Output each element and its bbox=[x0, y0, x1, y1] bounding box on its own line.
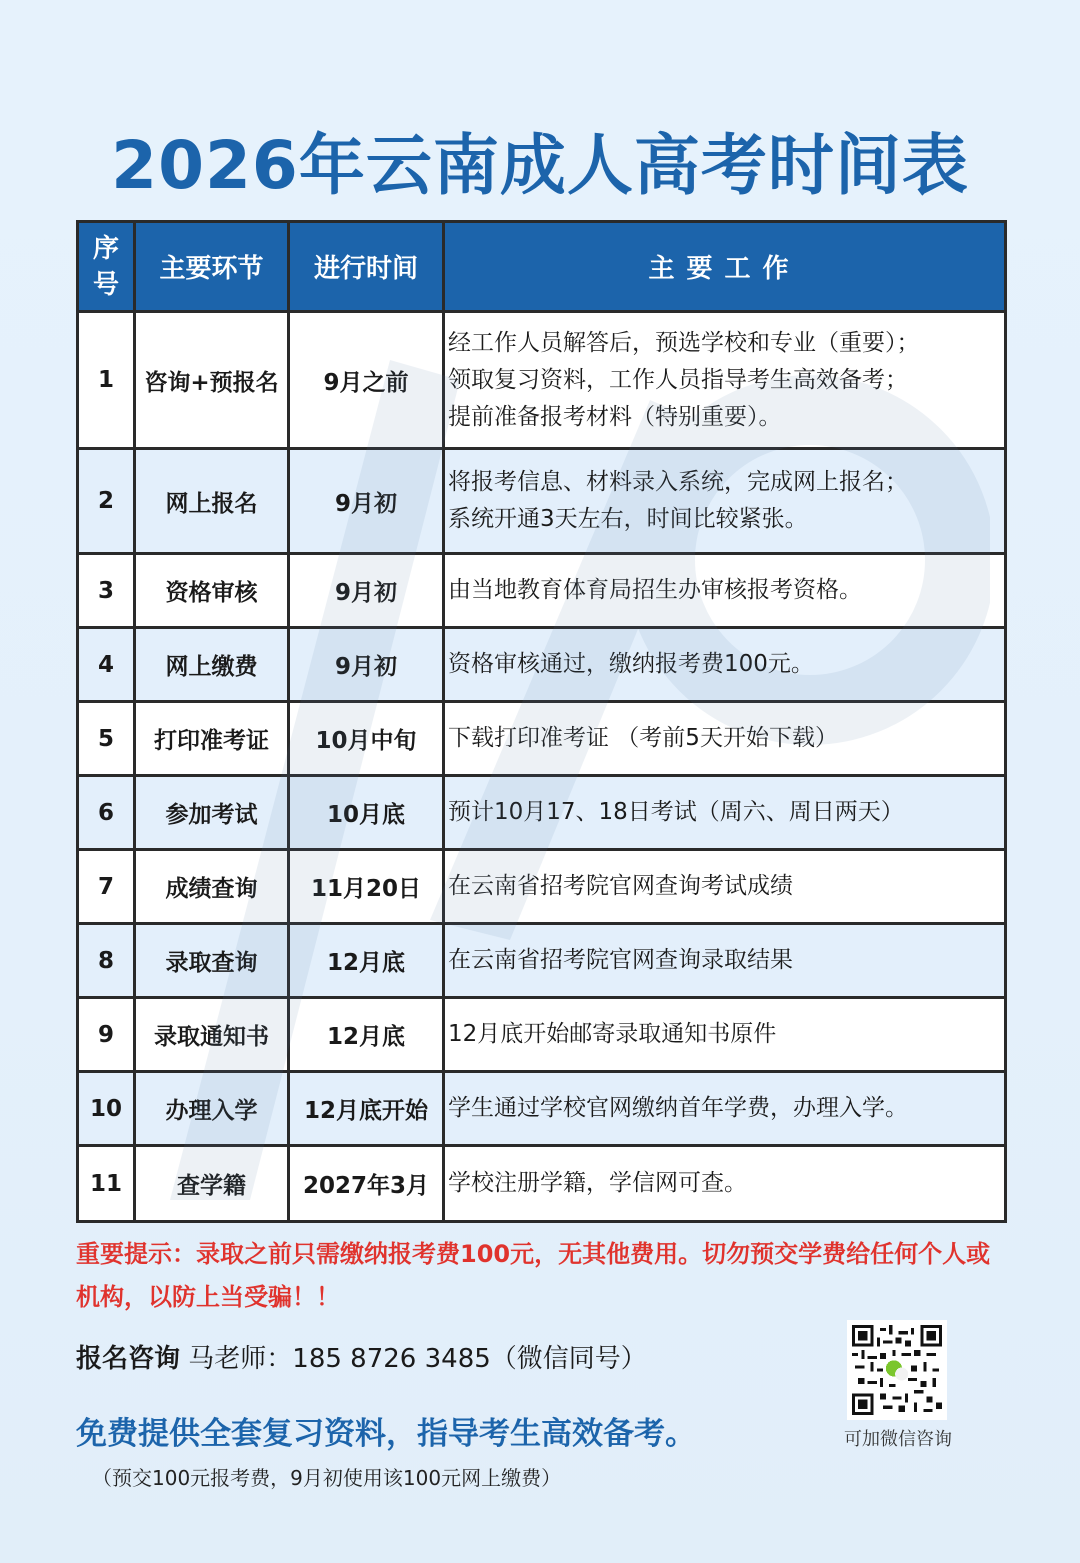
row-stage: 资格审核 bbox=[135, 554, 289, 628]
table-row bbox=[78, 850, 1006, 924]
contact-teacher-phone: 马老师：185 8726 3485（微信同号） bbox=[188, 1344, 647, 1374]
row-time: 2027年3月 bbox=[289, 1146, 444, 1222]
row-work-line: 领取复习资料，工作人员指导考生高效备考； bbox=[448, 366, 908, 393]
table-row bbox=[78, 1146, 1006, 1222]
row-stage: 录取查询 bbox=[135, 924, 289, 998]
row-work bbox=[444, 776, 1006, 850]
row-stage: 成绩查询 bbox=[135, 850, 289, 924]
promo-headline: 免费提供全套复习资料，指导考生高效备考。 bbox=[76, 1416, 696, 1452]
row-work bbox=[444, 1072, 1006, 1146]
row-work-line: 由当地教育体育局招生办审核报考资格。 bbox=[448, 577, 862, 603]
row-stage: 打印准考证 bbox=[135, 702, 289, 776]
row-index: 4 bbox=[78, 628, 135, 702]
row-work-line: 在云南省招考院官网查询录取结果 bbox=[448, 947, 793, 973]
row-work-line: 提前准备报考材料（特别重要）。 bbox=[448, 403, 782, 430]
schedule-table bbox=[76, 220, 1007, 1223]
row-index: 1 bbox=[78, 312, 135, 449]
qr-caption: 可加微信咨询 bbox=[844, 1429, 952, 1450]
row-stage: 网上报名 bbox=[135, 449, 289, 554]
row-work-line: 12月底开始邮寄录取通知书原件 bbox=[448, 1021, 777, 1047]
row-work bbox=[444, 554, 1006, 628]
row-work bbox=[444, 850, 1006, 924]
row-index: 7 bbox=[78, 850, 135, 924]
row-work-line: 预计10月17、18日考试（周六、周日两天） bbox=[448, 799, 904, 825]
table-row bbox=[78, 998, 1006, 1072]
row-time: 9月初 bbox=[289, 628, 444, 702]
row-work bbox=[444, 924, 1006, 998]
row-time: 12月底 bbox=[289, 998, 444, 1072]
header-index-label: 序号 bbox=[93, 233, 120, 300]
row-work-line: 学校注册学籍，学信网可查。 bbox=[448, 1170, 747, 1196]
table-header-row bbox=[78, 222, 1006, 312]
row-index: 11 bbox=[78, 1146, 135, 1222]
row-work-line: 系统开通3天左右，时间比较紧张。 bbox=[448, 506, 808, 532]
row-stage: 咨询+预报名 bbox=[135, 312, 289, 449]
row-time: 9月初 bbox=[289, 554, 444, 628]
contact-line bbox=[76, 1338, 647, 1375]
row-time: 9月初 bbox=[289, 449, 444, 554]
row-work bbox=[444, 1146, 1006, 1222]
row-work bbox=[444, 628, 1006, 702]
table-row bbox=[78, 554, 1006, 628]
row-time: 10月中旬 bbox=[289, 702, 444, 776]
row-time: 10月底 bbox=[289, 776, 444, 850]
important-notice: 重要提示：录取之前只需缴纳报考费100元，无其他费用。切勿预交学费给任何个人或机构，以防上当受骗！！ bbox=[76, 1240, 991, 1311]
table-row bbox=[78, 776, 1006, 850]
row-index: 3 bbox=[78, 554, 135, 628]
row-stage: 查学籍 bbox=[135, 1146, 289, 1222]
header-stage: 主要环节 bbox=[135, 222, 289, 312]
table-row bbox=[78, 312, 1006, 449]
row-work-line: 将报考信息、材料录入系统，完成网上报名； bbox=[448, 469, 908, 495]
page-title: 2026年云南成人高考时间表 bbox=[111, 127, 969, 204]
row-work-line: 下载打印准考证 （考前5天开始下载） bbox=[448, 725, 838, 751]
promo-note: （预交100元报考费，9月初使用该100元网上缴费） bbox=[92, 1466, 562, 1490]
row-work-line: 资格审核通过，缴纳报考费100元。 bbox=[448, 651, 814, 677]
row-time: 12月底 bbox=[289, 924, 444, 998]
row-index: 2 bbox=[78, 449, 135, 554]
table-row bbox=[78, 1072, 1006, 1146]
row-work bbox=[444, 449, 1006, 554]
row-index: 6 bbox=[78, 776, 135, 850]
row-work-line: 经工作人员解答后，预选学校和专业（重要）； bbox=[448, 329, 920, 356]
row-work-line: 在云南省招考院官网查询考试成绩 bbox=[448, 873, 793, 899]
row-index: 10 bbox=[78, 1072, 135, 1146]
header-time: 进行时间 bbox=[289, 222, 444, 312]
table-row bbox=[78, 702, 1006, 776]
row-time: 11月20日 bbox=[289, 850, 444, 924]
row-index: 8 bbox=[78, 924, 135, 998]
row-index: 5 bbox=[78, 702, 135, 776]
row-stage: 网上缴费 bbox=[135, 628, 289, 702]
row-work bbox=[444, 702, 1006, 776]
row-work bbox=[444, 998, 1006, 1072]
row-time: 12月底开始 bbox=[289, 1072, 444, 1146]
header-index bbox=[78, 222, 135, 312]
row-index: 9 bbox=[78, 998, 135, 1072]
row-work bbox=[444, 312, 1006, 449]
row-stage: 办理入学 bbox=[135, 1072, 289, 1146]
row-stage: 录取通知书 bbox=[135, 998, 289, 1072]
row-work-line: 学生通过学校官网缴纳首年学费，办理入学。 bbox=[448, 1095, 908, 1121]
wechat-qr-code-icon[interactable] bbox=[847, 1320, 947, 1420]
table-row bbox=[78, 924, 1006, 998]
table-row bbox=[78, 449, 1006, 554]
header-work: 主要工作 bbox=[444, 222, 1006, 312]
row-time: 9月之前 bbox=[289, 312, 444, 449]
table-row bbox=[78, 628, 1006, 702]
row-stage: 参加考试 bbox=[135, 776, 289, 850]
contact-label: 报名咨询 bbox=[76, 1344, 181, 1374]
